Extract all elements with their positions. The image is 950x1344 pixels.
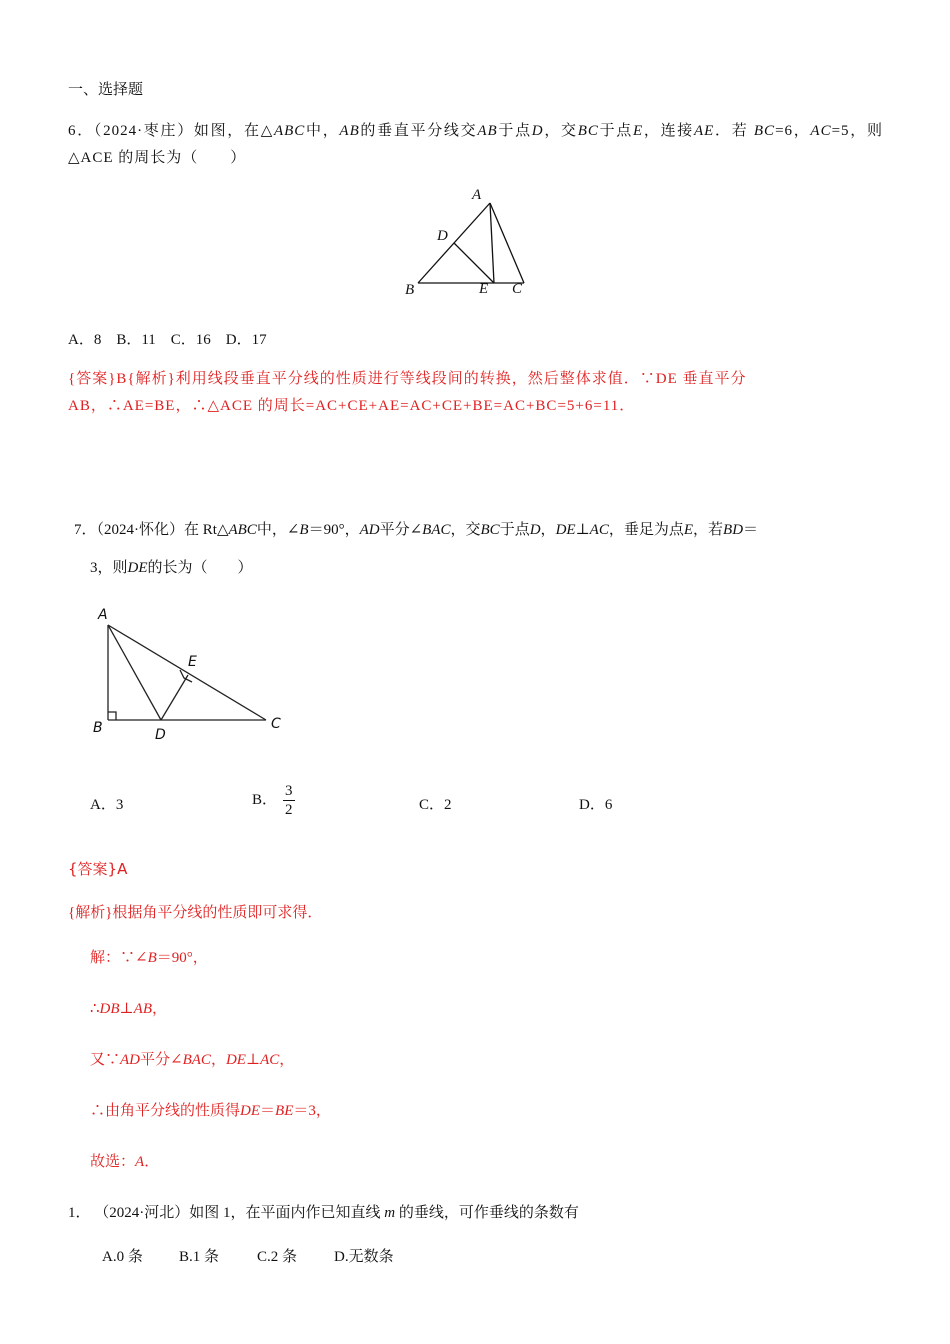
segment-ac [490,203,524,283]
question-7-option-d: D．6 [579,797,613,813]
label-b: B [93,720,103,736]
label-d: D [155,727,166,743]
segment-ae [490,203,494,283]
label-c: C [271,716,281,732]
question-7-option-a: A．3 [90,797,124,813]
question-6-answer: {答案}B{解析}利用线段垂直平分线的性质进行等线段间的转换，然后整体求值．∵DE 垂直平分 AB，∴AE=BE，∴△ACE 的周长=AC+CE+AE=AC+CE+BE=AC+BC=5+6=11． [68,371,747,414]
label-a: A [98,607,108,623]
label-a: A [472,187,482,203]
question-1-option-d: D.无数条 [334,1249,394,1265]
question-7-stem-line2: 3，则DE的长为（ ） [90,560,253,576]
question-7-stem-line1: 7．（2024·怀化）在 Rt△ABC中，∠B＝90°，AD平分∠BAC，交BC于点D，DE⊥AC，垂足为点E，若BD＝ [74,522,759,538]
segment-de [161,675,188,720]
question-1-option-c: C.2 条 [257,1249,298,1265]
segment-ac [108,625,266,720]
label-b: B [405,282,415,298]
question-7-option-b: B． $\frac{3}{2}$ [252,783,293,818]
label-c: C [512,281,523,297]
question-1-option-b: B.1 条 [179,1249,220,1265]
label-d: D [437,228,448,244]
question-1-option-a: A.0 条 [102,1249,143,1265]
label-e: E [479,281,489,297]
question-7-analysis: {解析}根据角平分线的性质即可求得． [68,905,323,921]
section-title: 一、选择题 [68,82,144,98]
solution-line-1: 解：∵∠B＝90°， [90,950,208,966]
segment-de [454,243,494,283]
question-7-figure [88,600,298,748]
question-7-option-c: C．2 [419,797,452,813]
question-7-answer: {答案}A [68,860,128,878]
question-1-stem: 1． （2024·河北）如图 1，在平面内作已知直线 m 的垂线，可作垂线的条数有 [68,1205,579,1221]
label-e: E [188,654,197,670]
segment-ad [108,625,161,720]
fraction: $\frac{3}{2}$ [285,783,293,818]
solution-line-3: 又∵AD平分∠BAC，DE⊥AC， [90,1052,295,1068]
question-6-options: A．8 B．11 C．16 D．17 [68,332,267,348]
question-6-stem: 6．（2024·枣庄）如图，在△ABC中，AB的垂直平分线交AB于点D，交BC于点E，连接AE．若 BC=6，AC=5，则△ACE 的周长为（ ） [68,123,883,166]
solution-line-4: ∴由角平分线的性质得DE＝BE＝3， [90,1103,331,1119]
question-6-figure [395,180,535,300]
right-angle-mark-b [108,712,116,720]
solution-line-5: 故选：A． [90,1154,160,1170]
solution-line-2: ∴DB⊥AB， [90,1001,167,1017]
